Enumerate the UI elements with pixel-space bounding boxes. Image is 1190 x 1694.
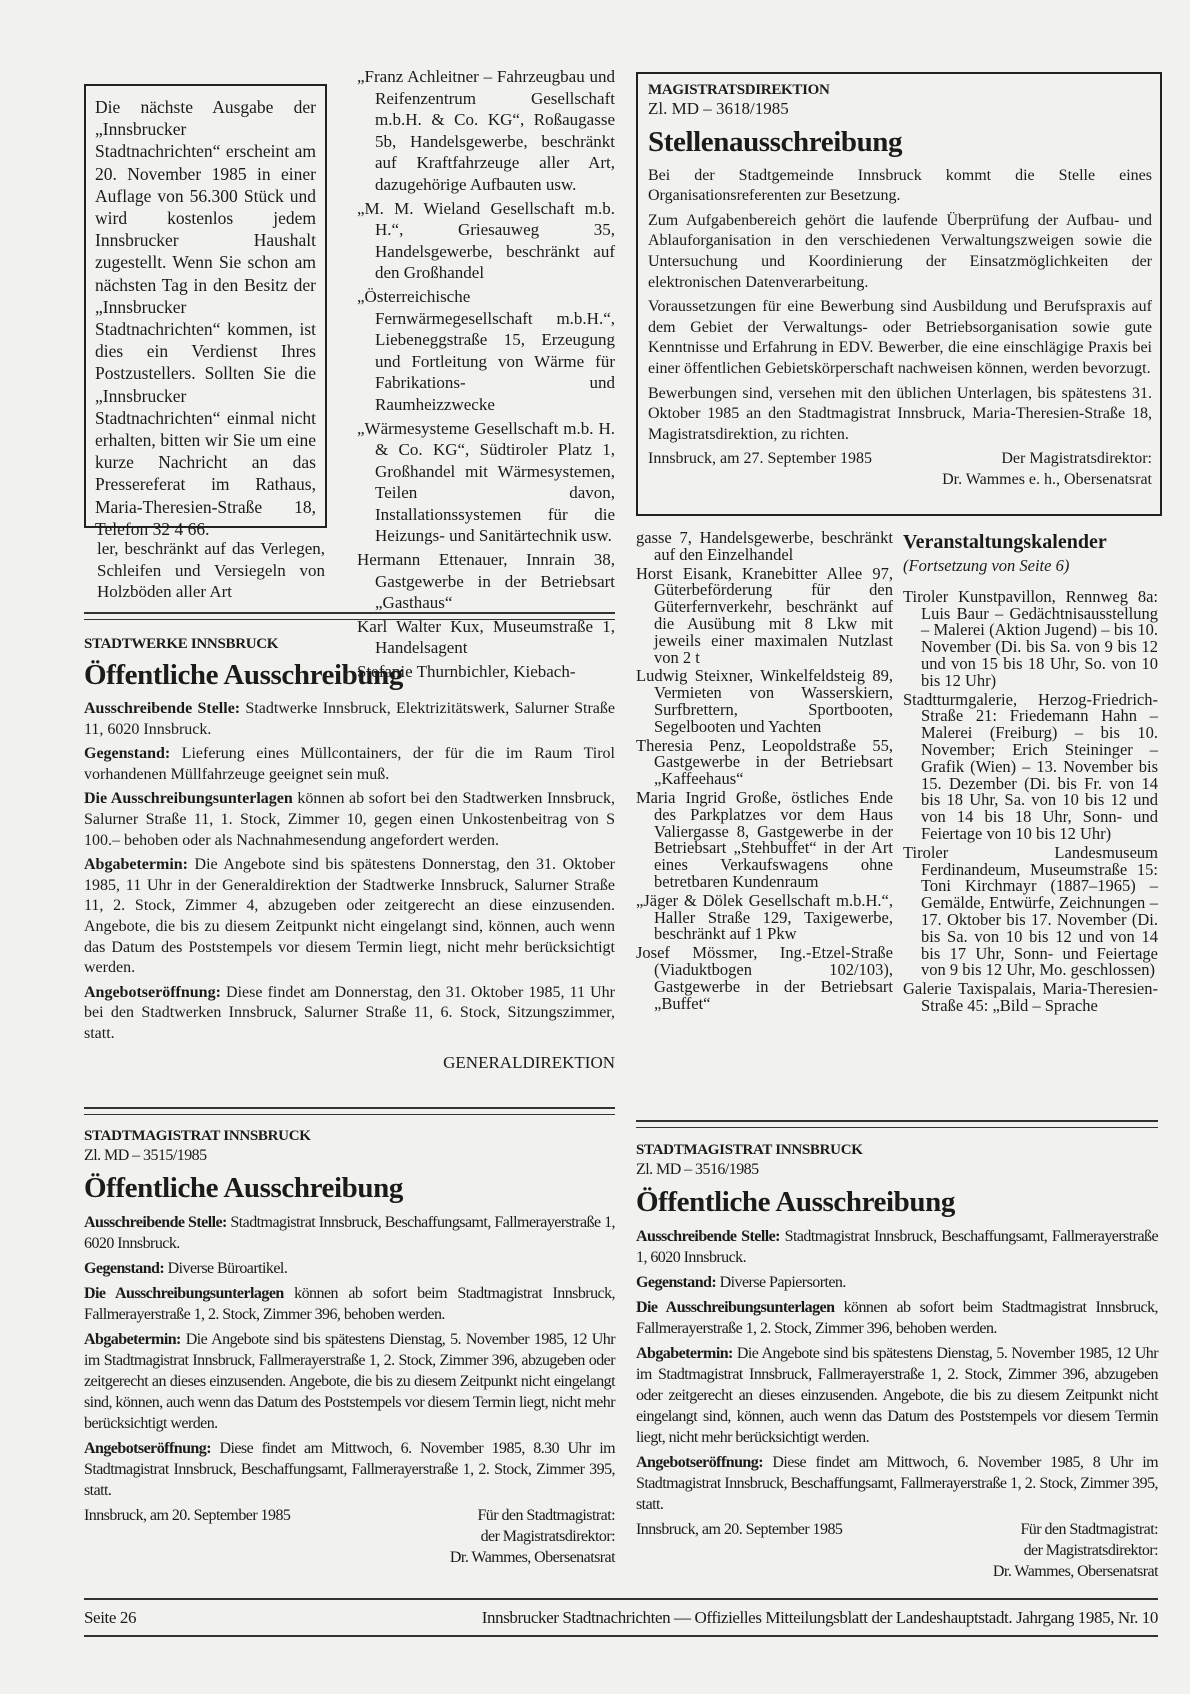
reference-number: Zl. MD – 3516/1985: [636, 1161, 759, 1178]
footer-rule-top: [84, 1598, 1158, 1600]
list-item: Hermann Ettenauer, Innrain 38, Gastgewerbe in der Betriebsart „Gasthaus“: [357, 550, 615, 613]
event-item: Tiroler Landesmuseum Ferdinandeum, Museumstraße 15: Toni Kirchmayr (1887–1965) – Gemälde, Entwürfe, Zeichnungen – 17. Oktober bis 17. November (Di. bis Sa. von 10 bis 12 und von 14 bis 17 Uhr, Sonn- und Feiertage von 9 bis 12 Uhr, Mo. geschlossen): [903, 842, 1158, 980]
signer-line: Für den Stadtmagistrat:: [1020, 1521, 1158, 1538]
magistrat-tender-paper: [636, 1142, 1158, 1582]
magistrat-tender-office-supplies: [84, 1128, 615, 1568]
section-divider: [84, 1107, 615, 1115]
signer-line: der Magistratsdirektor:: [480, 1528, 615, 1545]
section-title: Öffentliche Ausschreibung: [636, 1186, 955, 1218]
list-item: Horst Eisank, Kranebitter Allee 97, Güterbeförderung für den Güterfernverkehr, beschränkt auf die Ausübung mit 8 Lkw mit jeweils einer maximalen Nutzlast von 2 t: [636, 563, 893, 667]
place-date: Innsbruck, am 20. September 1985: [84, 1507, 291, 1524]
trade-register-list: [357, 66, 615, 685]
footer-rule-bottom: [84, 1635, 1158, 1637]
list-item: Maria Ingrid Große, östliches Ende des Parkplatzes vor dem Haus Valiergasse 8, Gastgewerbe in der Betriebsart „Stehbuffet“ in der Art eines Verkaufswagens ohne betretbaren Kundenraum: [636, 787, 893, 891]
list-item: „M. M. Wieland Gesellschaft m.b. H.“, Griesauweg 35, Handelsgewerbe, beschränkt auf den Großhandel: [357, 198, 615, 283]
signer-role: Der Magistratsdirektor:: [1001, 450, 1152, 468]
event-item: Galerie Taxispalais, Maria-Theresien-Straße 45: „Bild – Sprache: [903, 979, 1158, 1015]
paragraph: Die Ausschreibungsunterlagen können ab sofort bei den Stadtwerken Innsbruck, Salurner Straße 11, 1. Stock, Zimmer 10, gegen einen Unkostenbeitrag von S 100.– behoben oder als Nachnahmesendung angefordert werden.: [84, 790, 615, 849]
list-item: Stefanie Thurnbichler, Kiebach-: [357, 662, 576, 682]
list-item: „Wärmesysteme Gesellschaft m.b. H. & Co. KG“, Südtiroler Platz 1, Großhandel mit Wärmesystemen, Teilen davon, Installationssystemen für die Heizungs- und Sanitärtechnik usw.: [357, 418, 615, 546]
paragraph: Angebotseröffnung: Diese findet am Mittwoch, 6. November 1985, 8.30 Uhr im Stadtmagistrat Innsbruck, Beschaffungsamt, Fallmerayerstraße 1, 2. Stock, Zimmer 395, statt.: [84, 1440, 615, 1499]
signer-name: Dr. Wammes, Obersenatsrat: [992, 1563, 1158, 1580]
paragraph: Gegenstand: Lieferung eines Müllcontainers, der für die im Raum Tirol vorhandenen Müllfahrzeuge geeignet sein muß.: [84, 745, 615, 783]
stadtwerke-tender: [84, 636, 615, 1073]
paragraph: Abgabetermin: Die Angebote sind bis spätestens Donnerstag, den 31. Oktober 1985, 11 Uhr in der Generaldirektion der Stadtwerke Innsbruck, Salurner Straße 11, 2. Stock, Zimmer 4, abzugeben oder zeitgerecht an diese einzusenden. Angebote, die bis zu diesem Zeitpunkt nicht eingelangt sind, können, auch wenn das Datum des Poststempels vor diesem Termin liegt, nicht mehr berücksichtigt werden.: [84, 856, 615, 977]
paragraph: Angebotseröffnung: Diese findet am Donnerstag, den 31. Oktober 1985, 11 Uhr bei den Stadtwerken Innsbruck, Salurner Straße 11, 6. Stock, Sitzungszimmer, statt.: [84, 983, 615, 1042]
list-item: Josef Mössmer, Ing.-Etzel-Straße (Viaduktbogen 102/103), Gastgewerbe in der Betriebsart „Buffet“: [636, 943, 893, 1013]
signer-line: der Magistratsdirektor:: [1023, 1542, 1158, 1559]
event-item: Tiroler Kunstpavillon, Rennweg 8a: Luis Baur – Gedächtnisausstellung – Malerei (Aktion Jugend) – bis 10. November (Di. bis Sa. von 9 bis 12 und von 15 bis 18 Uhr, So. von 10 bis 12 Uhr): [903, 586, 1158, 690]
section-title: Stellenausschreibung: [648, 125, 903, 158]
paragraph: Ausschreibende Stelle: Stadtmagistrat Innsbruck, Beschaffungsamt, Fallmerayerstraße 1, 6020 Innsbruck.: [636, 1228, 1159, 1266]
paragraph: Gegenstand: Diverse Büroartikel.: [84, 1260, 288, 1277]
list-item: Karl Walter Kux, Museumstraße 1, Handelsagent: [357, 616, 615, 658]
list-item: „Jäger & Dölek Gesellschaft m.b.H.“, Haller Straße 129, Taxigewerbe, beschränkt auf 1 Pkw: [636, 890, 893, 944]
signer-line: Für den Stadtmagistrat:: [477, 1507, 615, 1524]
trade-list-continuation: ler, beschränkt auf das Verlegen, Schleifen und Versiegeln von Holzböden aller Art: [97, 539, 325, 602]
reference-number: Zl. MD – 3618/1985: [648, 99, 789, 118]
section-kicker: STADTMAGISTRAT INNSBRUCK: [636, 1142, 863, 1158]
list-item: Theresia Penz, Leopoldstraße 55, Gastgewerbe in der Betriebsart „Kaffeehaus“: [636, 735, 893, 789]
trade-register-list-continued: [636, 530, 893, 1014]
section-divider: [636, 1120, 1158, 1128]
paragraph: Die Ausschreibungsunterlagen können ab sofort beim Stadtmagistrat Innsbruck, Fallmerayerstraße 1, 2. Stock, Zimmer 396, behoben werden.: [636, 1299, 1158, 1337]
paragraph: Gegenstand: Diverse Papiersorten.: [636, 1274, 846, 1291]
section-kicker: STADTMAGISTRAT INNSBRUCK: [84, 1128, 311, 1144]
reference-number: Zl. MD – 3515/1985: [84, 1147, 207, 1164]
page-number: Seite 26: [84, 1608, 137, 1627]
paragraph: Angebotseröffnung: Diese findet am Mittwoch, 6. November 1985, 8 Uhr im Stadtmagistrat Innsbruck, Beschaffungsamt, Fallmerayerstraße 1, 2. Stock, Zimmer 395, statt.: [636, 1454, 1158, 1513]
paragraph: Bewerbungen sind, versehen mit den üblichen Unterlagen, bis spätestens 31. Oktober 1985 an den Stadtmagistrat Innsbruck, Maria-Theresien-Straße 18, Magistratsdirektion, zu richten.: [648, 384, 1152, 443]
section-title: Öffentliche Ausschreibung: [84, 659, 403, 691]
event-item: Stadtturmgalerie, Herzog-Friedrich-Straße 21: Friedemann Hahn – Malerei (Freiburg) – bis 10. November; Erich Steininger – Grafik (Wien) – 13. November bis 15. Dezember (Di. bis Fr. von 14 bis 18 Uhr, Sa. von 10 bis 12 und von 14 bis 18 Uhr, Sonn- und Feiertage von 10 bis 12 Uhr): [903, 689, 1158, 843]
next-issue-notice-text: Die nächste Ausgabe der „Innsbrucker Stadtnachrichten“ erscheint am 20. November 1985 in einer Auflage von 56.300 Stück und wird kostenlos jedem Innsbrucker Haushalt zugestellt. Wenn Sie schon am nächsten Tag in den Besitz der „Innsbrucker Stadtnachrichten“ kommen, ist dies ein Verdienst Ihres Postzustellers. Sollten Sie die „Innsbrucker Stadtnachrichten“ einmal nicht erhalten, bitten wir Sie um eine kurze Nachricht an das Pressereferat im Rathaus, Maria-Theresien-Straße 18, Telefon 32 4 66.: [95, 97, 316, 539]
signer-name: Dr. Wammes e. h., Obersenatsrat: [942, 470, 1152, 488]
signer-name: Dr. Wammes, Obersenatsrat: [449, 1549, 615, 1566]
job-posting-box: [636, 72, 1162, 516]
event-calendar-subtitle: (Fortsetzung von Seite 6): [903, 556, 1070, 575]
page-footer: [84, 1608, 1158, 1628]
event-calendar-title: Veranstaltungskalender: [903, 531, 1107, 553]
publication-line: Innsbrucker Stadtnachrichten — Offizielles Mitteilungsblatt der Landeshauptstadt. Jahrgang 1985, Nr. 10: [481, 1608, 1158, 1627]
list-item: gasse 7, Handelsgewerbe, beschränkt auf den Einzelhandel: [636, 528, 893, 564]
paragraph: Voraussetzungen für eine Bewerbung sind Ausbildung und Berufspraxis auf dem Gebiet der Verwaltungs- oder Betriebsorganisation sowie gute Kenntnisse und Erfahrung in EDV. Bewerber, die eine einschlägige Praxis bei einer öffentlichen Gebietskörperschaft nachweisen können, werden bevorzugt.: [648, 298, 1152, 377]
section-kicker: STADTWERKE INNSBRUCK: [84, 636, 279, 652]
paragraph: Zum Aufgabenbereich gehört die laufende Überprüfung der Aufbau- und Ablauforganisation in den verschiedenen Verwaltungszweigen sowie die Untersuchung und Koordinierung der Einsatzmöglichkeiten der elektronischen Datenverarbeitung.: [648, 211, 1152, 291]
paragraph: Die Ausschreibungsunterlagen können ab sofort beim Stadtmagistrat Innsbruck, Fallmerayerstraße 1, 2. Stock, Zimmer 396, behoben werden.: [84, 1285, 615, 1323]
list-item: Ludwig Steixner, Winkelfeldsteig 89, Vermieten von Wasserskiern, Surfbrettern, Sportbooten, Segelbooten und Yachten: [636, 666, 893, 736]
section-divider: [84, 612, 615, 620]
section-title: Öffentliche Ausschreibung: [84, 1172, 403, 1204]
list-item: „Österreichische Fernwärmegesellschaft m.b.H.“, Liebeneggstraße 15, Erzeugung und Fortleitung von Wärme für Fabrikations- und Raumheizzwecke: [357, 286, 615, 414]
paragraph: Ausschreibende Stelle: Stadtmagistrat Innsbruck, Beschaffungsamt, Fallmerayerstraße 1, 6020 Innsbruck.: [84, 1214, 615, 1252]
paragraph: Bei der Stadtgemeinde Innsbruck kommt die Stelle eines Organisationsreferenten zur Besetzung.: [648, 166, 1152, 205]
paragraph: Ausschreibende Stelle: Stadtwerke Innsbruck, Elektrizitätswerk, Salurner Straße 11, 6020 Innsbruck.: [84, 700, 616, 738]
section-kicker: MAGISTRATSDIREKTION: [648, 82, 830, 98]
place-date: Innsbruck, am 27. September 1985: [648, 450, 872, 468]
list-item: „Franz Achleitner – Fahrzeugbau und Reifenzentrum Gesellschaft m.b.H. & Co. KG“, Roßaugasse 5b, Handelsgewerbe, beschränkt auf Kraftfahrzeuge aller Art, dazugehörige Aufbauten usw.: [357, 67, 615, 194]
paragraph: Abgabetermin: Die Angebote sind bis spätestens Dienstag, 5. November 1985, 12 Uhr im Stadtmagistrat Innsbruck, Fallmerayerstraße 1, 2. Stock, Zimmer 396, abzugeben oder zeitgerecht an dieses einzusenden. Angebote, die bis zu diesem Zeitpunkt nicht eingelangt sind, können, auch wenn das Datum des Poststempels vor diesem Termin liegt, nicht mehr berücksichtigt werden.: [84, 1331, 615, 1432]
signature: GENERALDIREKTION: [443, 1052, 615, 1072]
place-date: Innsbruck, am 20. September 1985: [636, 1521, 843, 1538]
next-issue-notice-box: [84, 84, 327, 539]
event-calendar: [903, 530, 1158, 1017]
paragraph: Abgabetermin: Die Angebote sind bis spätestens Dienstag, 5. November 1985, 12 Uhr im Stadtmagistrat Innsbruck, Fallmerayerstraße 1, 2. Stock, Zimmer 396, abzugeben oder zeitgerecht an dieses einzusenden. Angebote, die bis zu diesem Zeitpunkt nicht eingelangt sind, können, auch wenn das Datum des Poststempels vor diesem Termin liegt, nicht mehr berücksichtigt werden.: [636, 1345, 1158, 1446]
